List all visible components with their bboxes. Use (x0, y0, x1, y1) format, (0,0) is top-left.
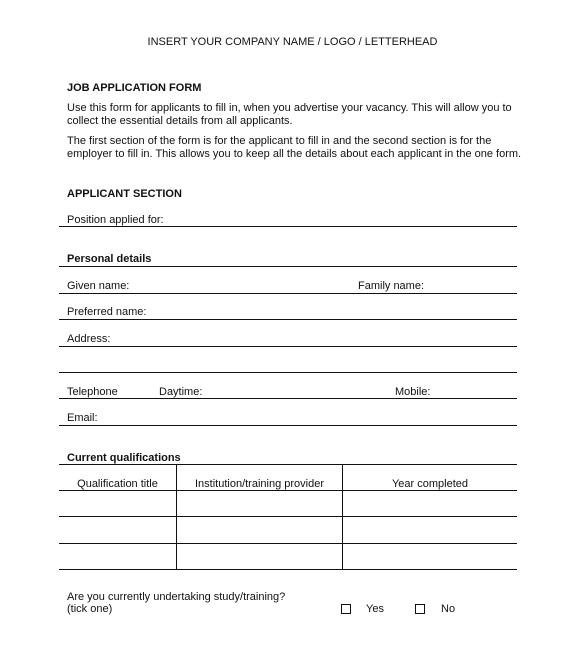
table-header-institution: Institution/training provider (194, 478, 324, 490)
address-field-line-2[interactable] (59, 372, 517, 373)
intro-text: collect the essential details from all applicants. (67, 115, 293, 127)
intro-text: employer to fill in. This allows you to keep all the details about each applicant in the one form. (67, 148, 522, 160)
family-name-label: Family name: (358, 280, 425, 292)
name-field[interactable] (59, 293, 517, 294)
telephone-field[interactable] (59, 398, 517, 399)
address-field[interactable] (59, 346, 517, 347)
no-label: No (441, 603, 456, 615)
table-rule (59, 464, 517, 465)
section-divider (59, 266, 517, 267)
table-header-year-completed: Year completed (391, 478, 469, 490)
table-header-qualification-title: Qualification title (77, 478, 158, 490)
position-label: Position applied for: (67, 214, 164, 226)
qualifications-title: Current qualifications (67, 452, 181, 464)
table-row[interactable] (59, 517, 517, 543)
preferred-name-label: Preferred name: (67, 306, 147, 318)
table-row[interactable] (59, 491, 517, 516)
applicant-section-title: APPLICANT SECTION (67, 188, 182, 200)
study-question-hint: (tick one) (67, 603, 113, 615)
letterhead-placeholder: INSERT YOUR COMPANY NAME / LOGO / LETTERHEAD (147, 36, 438, 48)
no-checkbox[interactable] (415, 604, 425, 614)
email-label: Email: (67, 412, 98, 424)
email-field[interactable] (59, 425, 517, 426)
personal-details-title: Personal details (67, 253, 152, 265)
intro-text: Use this form for applicants to fill in, when you advertise your vacancy. This will allow you to (67, 102, 512, 114)
table-rule (59, 569, 517, 570)
table-row[interactable] (59, 544, 517, 569)
daytime-label: Daytime: (159, 386, 203, 398)
intro-text: The first section of the form is for the applicant to fill in and the second section is for the (67, 135, 492, 147)
form-title: JOB APPLICATION FORM (67, 82, 202, 94)
given-name-label: Given name: (67, 280, 130, 292)
yes-checkbox[interactable] (341, 604, 351, 614)
preferred-name-field[interactable] (59, 319, 517, 320)
yes-label: Yes (366, 603, 384, 615)
position-field[interactable] (59, 226, 517, 227)
study-question: Are you currently undertaking study/training? (67, 591, 286, 603)
address-label: Address: (67, 333, 111, 345)
telephone-label: Telephone (67, 386, 118, 398)
mobile-label: Mobile: (395, 386, 431, 398)
